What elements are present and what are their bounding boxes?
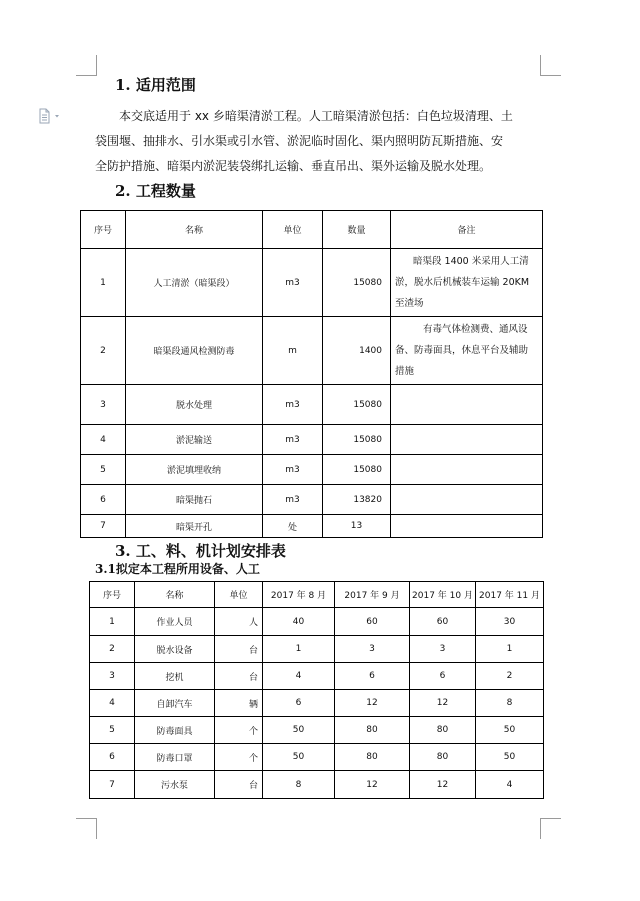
cell-no: 2 (90, 636, 135, 663)
cell-month-11: 50 (476, 744, 544, 771)
cell-qty: 15080 (323, 385, 391, 425)
header-no: 序号 (90, 582, 135, 608)
header-qty: 数量 (323, 211, 391, 249)
cell-month-10: 6 (410, 663, 476, 690)
table-row (81, 317, 543, 385)
cell-name: 淤泥填埋收纳 (126, 455, 263, 485)
table-row (90, 663, 544, 690)
header-no: 序号 (81, 211, 126, 249)
page-corner-top-left (76, 55, 97, 76)
cell-name: 人工清淤（暗渠段） (126, 249, 263, 317)
cell-unit: m3 (263, 385, 323, 425)
table-row (81, 455, 543, 485)
cell-month-10: 60 (410, 608, 476, 636)
cell-qty: 1400 (323, 317, 391, 385)
resource-plan-table (89, 581, 544, 799)
cell-note (391, 455, 543, 485)
cell-no: 3 (81, 385, 126, 425)
header-name: 名称 (135, 582, 215, 608)
page-corner-bottom-right (540, 818, 561, 839)
cell-month-11: 2 (476, 663, 544, 690)
cell-unit: 台 (215, 663, 263, 690)
cell-note (391, 385, 543, 425)
cell-no: 7 (81, 515, 126, 538)
cell-name: 防毒口罩 (135, 744, 215, 771)
cell-month-8: 50 (263, 717, 335, 744)
cell-month-9: 80 (335, 744, 410, 771)
cell-month-8: 4 (263, 663, 335, 690)
quantity-table (80, 210, 543, 538)
cell-no: 5 (90, 717, 135, 744)
section-1-paragraph (95, 104, 545, 179)
cell-month-9: 3 (335, 636, 410, 663)
cell-name: 作业人员 (135, 608, 215, 636)
cell-name: 挖机 (135, 663, 215, 690)
cell-unit: m3 (263, 249, 323, 317)
cell-month-10: 80 (410, 717, 476, 744)
cell-month-9: 12 (335, 690, 410, 717)
cell-month-11: 30 (476, 608, 544, 636)
header-unit: 单位 (263, 211, 323, 249)
table-header-row (90, 582, 544, 608)
cell-month-8: 40 (263, 608, 335, 636)
cell-unit: 辆 (215, 690, 263, 717)
cell-no: 1 (81, 249, 126, 317)
cell-unit: 个 (215, 744, 263, 771)
cell-month-11: 1 (476, 636, 544, 663)
cell-unit: m3 (263, 485, 323, 515)
cell-month-10: 3 (410, 636, 476, 663)
cell-note: 暗渠段 1400 米采用人工清淤，脱水后机械装车运输 20KM 至渣场 (391, 249, 543, 317)
header-month-9: 2017 年 9 月 (335, 582, 410, 608)
cell-qty: 13 (323, 515, 391, 538)
cell-no: 4 (90, 690, 135, 717)
document-icon (38, 108, 62, 124)
cell-name: 淤泥输送 (126, 425, 263, 455)
cell-month-8: 1 (263, 636, 335, 663)
header-note: 备注 (391, 211, 543, 249)
cell-month-11: 50 (476, 717, 544, 744)
table-row (81, 385, 543, 425)
cell-month-9: 80 (335, 717, 410, 744)
table-row (90, 771, 544, 799)
cell-month-8: 6 (263, 690, 335, 717)
cell-unit: m (263, 317, 323, 385)
cell-unit: 台 (215, 636, 263, 663)
cell-name: 脱水设备 (135, 636, 215, 663)
cell-no: 2 (81, 317, 126, 385)
table-row (90, 608, 544, 636)
cell-month-9: 6 (335, 663, 410, 690)
header-name: 名称 (126, 211, 263, 249)
paragraph-line-3: 全防护措施、暗渠内淤泥装袋绑扎运输、垂直吊出、渠外运输及脱水处理。 (95, 159, 492, 173)
cell-name: 污水泵 (135, 771, 215, 799)
cell-no: 6 (90, 744, 135, 771)
section-3-title: 3. 工、料、机计划安排表 (115, 542, 286, 560)
cell-unit: 处 (263, 515, 323, 538)
table-row (81, 249, 543, 317)
cell-qty: 13820 (323, 485, 391, 515)
header-month-8: 2017 年 8 月 (263, 582, 335, 608)
section-2-title: 2. 工程数量 (115, 182, 196, 200)
cell-name: 防毒面具 (135, 717, 215, 744)
table-row (90, 717, 544, 744)
paragraph-line-2: 袋围堰、抽排水、引水渠或引水管、淤泥临时固化、渠内照明防瓦斯措施、安 (95, 134, 504, 148)
section-1-title: 1. 适用范围 (115, 76, 196, 94)
table-row (90, 690, 544, 717)
section-3-1-subtitle: 3.1拟定本工程所用设备、人工 (95, 562, 260, 576)
cell-no: 4 (81, 425, 126, 455)
cell-name: 暗渠开孔 (126, 515, 263, 538)
cell-unit: m3 (263, 455, 323, 485)
cell-no: 7 (90, 771, 135, 799)
cell-no: 1 (90, 608, 135, 636)
cell-unit: 台 (215, 771, 263, 799)
cell-name: 暗渠抛石 (126, 485, 263, 515)
page-corner-bottom-left (76, 818, 97, 839)
cell-month-11: 4 (476, 771, 544, 799)
cell-name: 暗渠段通风检测防毒 (126, 317, 263, 385)
paragraph-line-1: 本交底适用于 xx 乡暗渠清淤工程。人工暗渠清淤包括：白色垃圾清理、土 (119, 109, 513, 123)
header-unit: 单位 (215, 582, 263, 608)
cell-unit: 人 (215, 608, 263, 636)
cell-unit: m3 (263, 425, 323, 455)
cell-month-10: 80 (410, 744, 476, 771)
table-row (81, 425, 543, 455)
cell-note (391, 425, 543, 455)
cell-month-9: 12 (335, 771, 410, 799)
table-row (81, 515, 543, 538)
header-month-11: 2017 年 11 月 (476, 582, 544, 608)
cell-name: 脱水处理 (126, 385, 263, 425)
table-row (90, 744, 544, 771)
cell-month-10: 12 (410, 771, 476, 799)
cell-note: 有毒气体检测费、通风设备、防毒面具，休息平台及辅助措施 (391, 317, 543, 385)
page-corner-top-right (540, 55, 561, 76)
paste-options-button[interactable] (38, 108, 62, 124)
table-header-row (81, 211, 543, 249)
cell-unit: 个 (215, 717, 263, 744)
cell-qty: 15080 (323, 455, 391, 485)
table-row (90, 636, 544, 663)
cell-month-10: 12 (410, 690, 476, 717)
cell-month-11: 8 (476, 690, 544, 717)
caret-down-icon (55, 115, 59, 118)
header-month-10: 2017 年 10 月 (410, 582, 476, 608)
cell-note (391, 485, 543, 515)
table-row (81, 485, 543, 515)
cell-month-9: 60 (335, 608, 410, 636)
cell-no: 3 (90, 663, 135, 690)
cell-qty: 15080 (323, 249, 391, 317)
cell-no: 5 (81, 455, 126, 485)
cell-note (391, 515, 543, 538)
cell-month-8: 50 (263, 744, 335, 771)
cell-month-8: 8 (263, 771, 335, 799)
cell-qty: 15080 (323, 425, 391, 455)
cell-name: 自卸汽车 (135, 690, 215, 717)
cell-no: 6 (81, 485, 126, 515)
